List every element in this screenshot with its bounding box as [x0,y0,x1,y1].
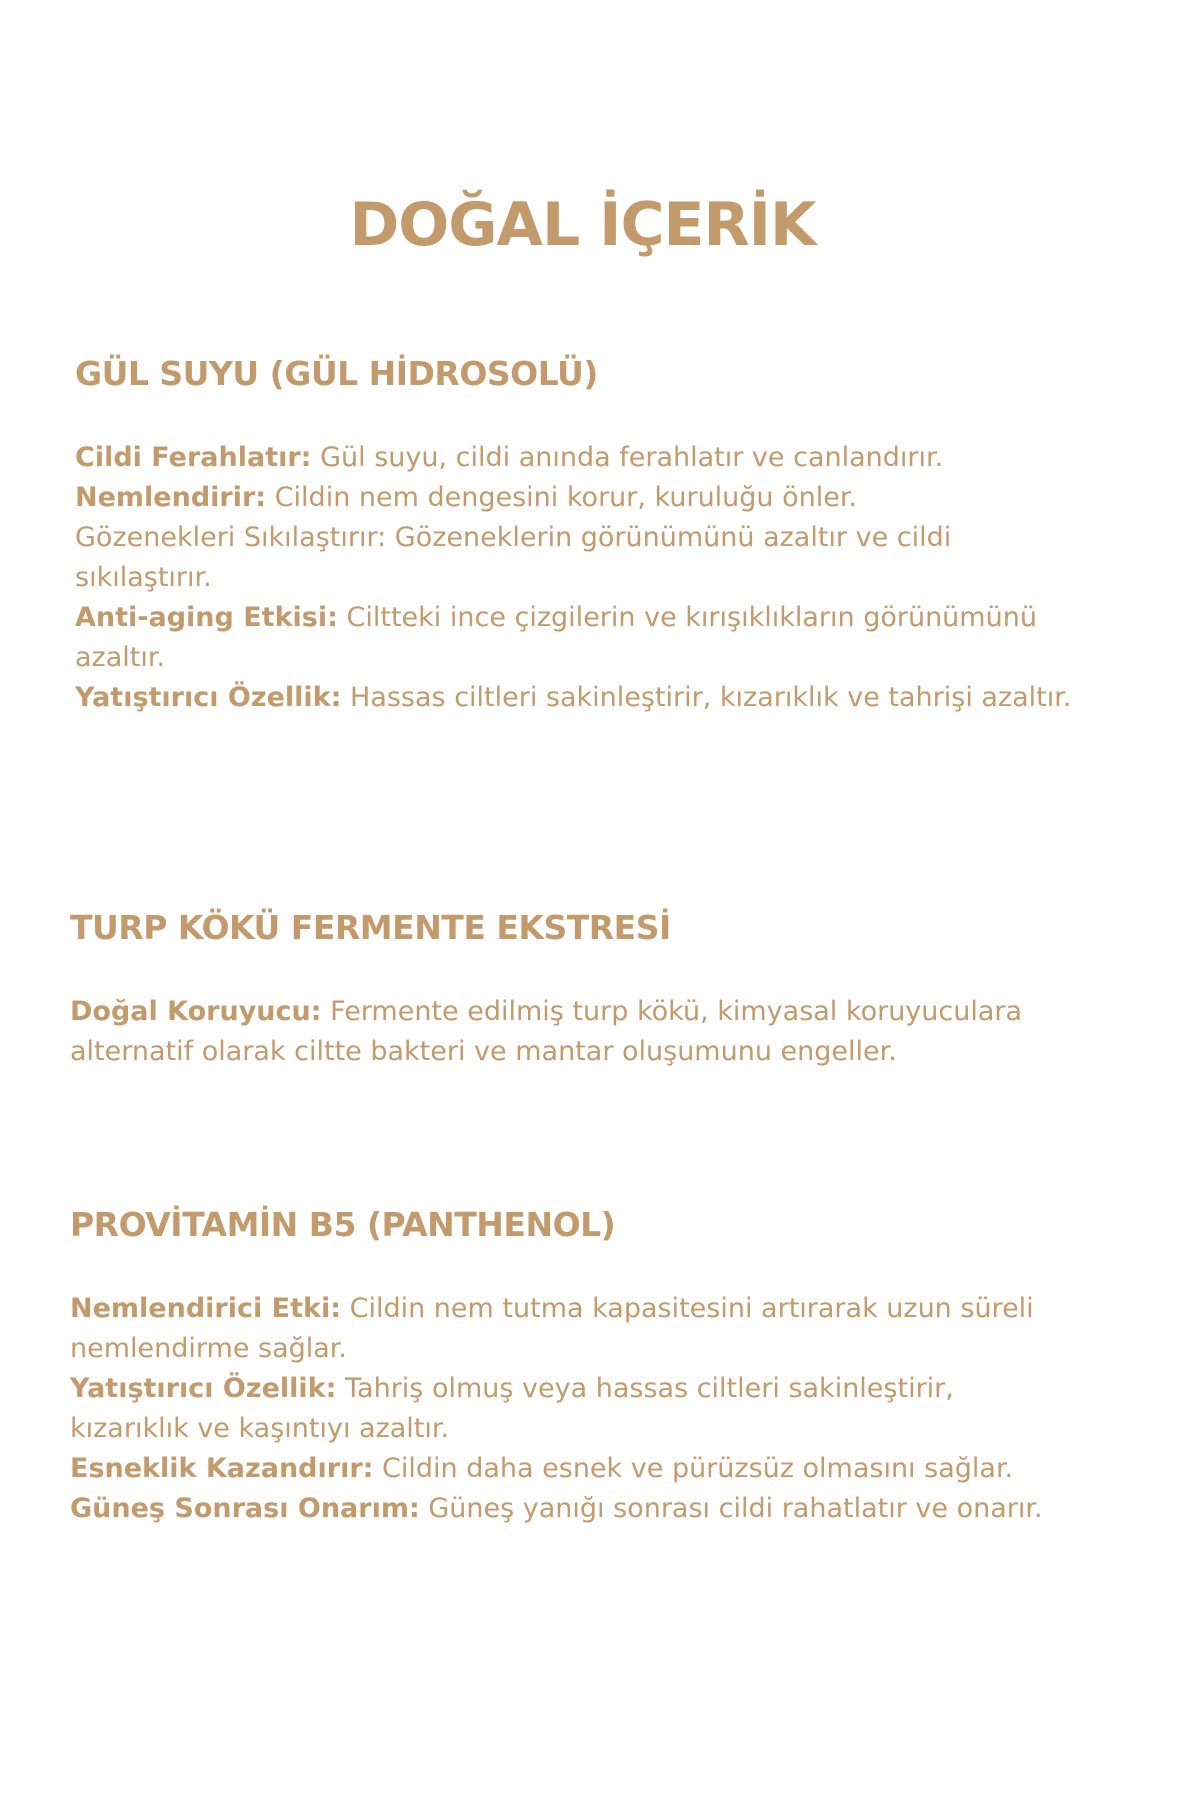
benefit-term: Güneş Sonrası Onarım: [70,1493,420,1524]
benefit-term: Nemlendirici Etki: [70,1293,342,1324]
ingredient-benefits-list [75,438,1085,718]
benefit-item [75,518,1085,598]
benefit-text: Fermente edilmiş turp kökü, kimyasal koruyuculara alternatif olarak ciltte bakteri ve mantar oluşumunu engeller. [70,996,1023,1067]
benefit-item [70,1449,1080,1489]
benefit-term: Yatıştırıcı Özellik: [75,682,342,713]
benefit-text: Cildin daha esnek ve pürüzsüz olmasını sağlar. [382,1453,1014,1484]
section-turp-koku [70,908,1080,1072]
benefit-text: Tahriş olmuş veya hassas ciltleri sakinleştirir, kızarıklık ve kaşıntıyı azaltır. [70,1373,954,1444]
benefit-term: Yatıştırıcı Özellik: [70,1373,337,1404]
section-heading: TURP KÖKÜ FERMENTE EKSTRESİ [70,908,671,947]
benefit-text: Ciltteki ince çizgilerin ve kırışıklıkların görünümünü azaltır. [75,602,1037,673]
ingredient-benefits-list [70,1289,1080,1529]
benefit-item [70,1489,1080,1529]
benefit-item [75,478,1085,518]
benefit-item [70,1369,1080,1449]
section-gul-suyu [75,354,1085,718]
benefit-term: Nemlendirir: [75,482,267,513]
benefit-item [70,992,1080,1072]
benefit-text: Hassas ciltleri sakinleştirir, kızarıklık ve tahrişi azaltır. [350,682,1072,713]
section-heading: GÜL SUYU (GÜL HİDROSOLÜ) [75,354,598,393]
benefit-term: Doğal Koruyucu: [70,996,322,1027]
benefit-item [75,598,1085,678]
benefit-text: Cildin nem dengesini korur, kuruluğu önler. [274,482,858,513]
ingredient-benefits-list [70,992,1080,1072]
benefit-term: Anti-aging Etkisi: [75,602,338,633]
section-provitamin-b5 [70,1205,1080,1529]
benefit-term: Cildi Ferahlatır: [75,442,312,473]
benefit-text: Gözenekleri Sıkılaştırır: Gözeneklerin görünümünü azaltır ve cildi sıkılaştırır. [75,522,952,593]
benefit-text: Güneş yanığı sonrası cildi rahatlatır ve onarır. [428,1493,1043,1524]
benefit-text: Cildin nem tutma kapasitesini artırarak uzun süreli nemlendirme sağlar. [70,1293,1034,1364]
page-title: DOĞAL İÇERİK [349,190,816,260]
benefit-term: Esneklik Kazandırır: [70,1453,374,1484]
section-heading: PROVİTAMİN B5 (PANTHENOL) [70,1205,616,1244]
benefit-item [70,1289,1080,1369]
benefit-text: Gül suyu, cildi anında ferahlatır ve canlandırır. [320,442,944,473]
benefit-item [75,678,1085,718]
benefit-item [75,438,1085,478]
